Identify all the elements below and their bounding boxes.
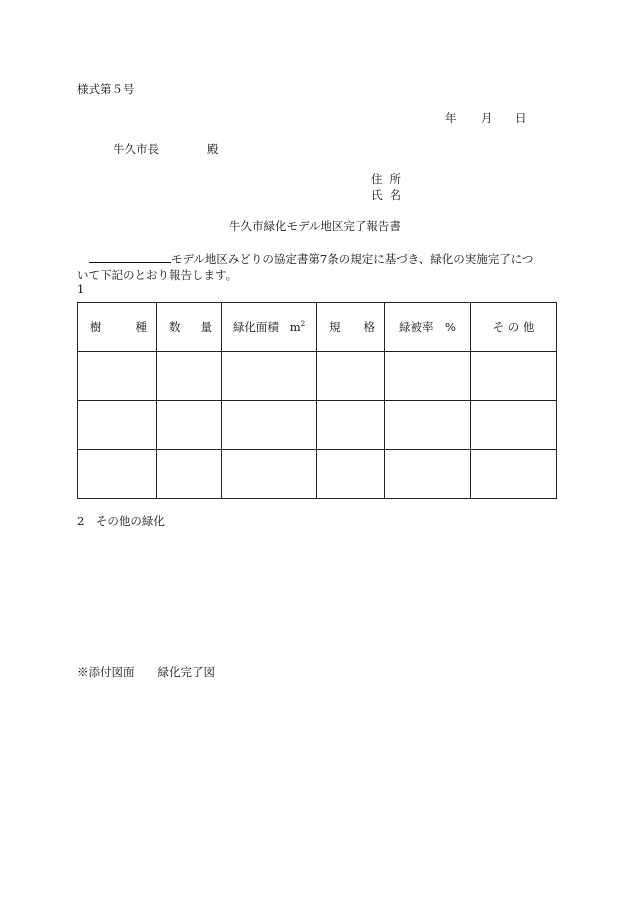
header-quantity-char2: 量: [200, 320, 212, 334]
body-text-line1: モデル地区みどりの協定書第7条の規定に基づき、緑化の実施完了につ: [171, 252, 534, 266]
table-row: [78, 401, 557, 450]
table-cell: [317, 450, 385, 499]
section1-number: 1: [77, 282, 85, 296]
header-specification: [317, 303, 385, 352]
header-spec-char2: 格: [363, 320, 375, 334]
form-number: 様式第５号: [77, 82, 135, 96]
table-cell: [385, 450, 471, 499]
header-species: [78, 303, 157, 352]
body-text-line2: いて下記のとおり報告します。: [77, 268, 238, 282]
table-header-row: [78, 303, 557, 352]
table-cell: [157, 450, 222, 499]
header-quantity-char1: 数: [169, 320, 181, 334]
table-cell: [78, 401, 157, 450]
addressee-name: 牛久市長: [113, 142, 159, 156]
district-name-blank: [89, 250, 171, 263]
body-paragraph: [77, 250, 557, 283]
header-quantity: [157, 303, 222, 352]
attachment-label: ※添付図面 緑化完了図: [77, 665, 215, 679]
table-row: [78, 450, 557, 499]
addressee-honorific: 殿: [207, 142, 219, 156]
date-year-label: 年: [445, 111, 457, 125]
table-cell: [471, 352, 557, 401]
table-cell: [317, 352, 385, 401]
table-cell: [222, 352, 317, 401]
header-species-char2: 種: [135, 320, 147, 334]
header-spec-char1: 規: [329, 320, 341, 334]
table-row: [78, 352, 557, 401]
section2-heading: 2 その他の緑化: [77, 514, 165, 528]
table-cell: [385, 401, 471, 450]
name-label: 氏名: [371, 188, 408, 202]
header-green-area: [222, 303, 317, 352]
header-species-char1: 樹: [90, 320, 102, 334]
table-cell: [471, 450, 557, 499]
table-cell: [385, 352, 471, 401]
address-label: 住所: [371, 172, 408, 186]
document-title: 牛久市緑化モデル地区完了報告書: [229, 219, 401, 233]
table-cell: [78, 352, 157, 401]
table-cell: [157, 401, 222, 450]
header-area-unit-exponent: 2: [300, 320, 306, 329]
table-cell: [471, 401, 557, 450]
planting-table: [77, 302, 557, 499]
header-green-area-label: 緑化面積: [232, 320, 279, 334]
table-cell: [222, 401, 317, 450]
table-cell: [317, 401, 385, 450]
header-area-unit: m: [289, 320, 301, 334]
table-cell: [78, 450, 157, 499]
date-month-label: 月: [481, 111, 493, 125]
table-cell: [222, 450, 317, 499]
date-day-label: 日: [515, 111, 527, 125]
table-cell: [157, 352, 222, 401]
header-other: そ の 他: [471, 303, 557, 352]
header-coverage-rate: 緑被率 %: [385, 303, 471, 352]
